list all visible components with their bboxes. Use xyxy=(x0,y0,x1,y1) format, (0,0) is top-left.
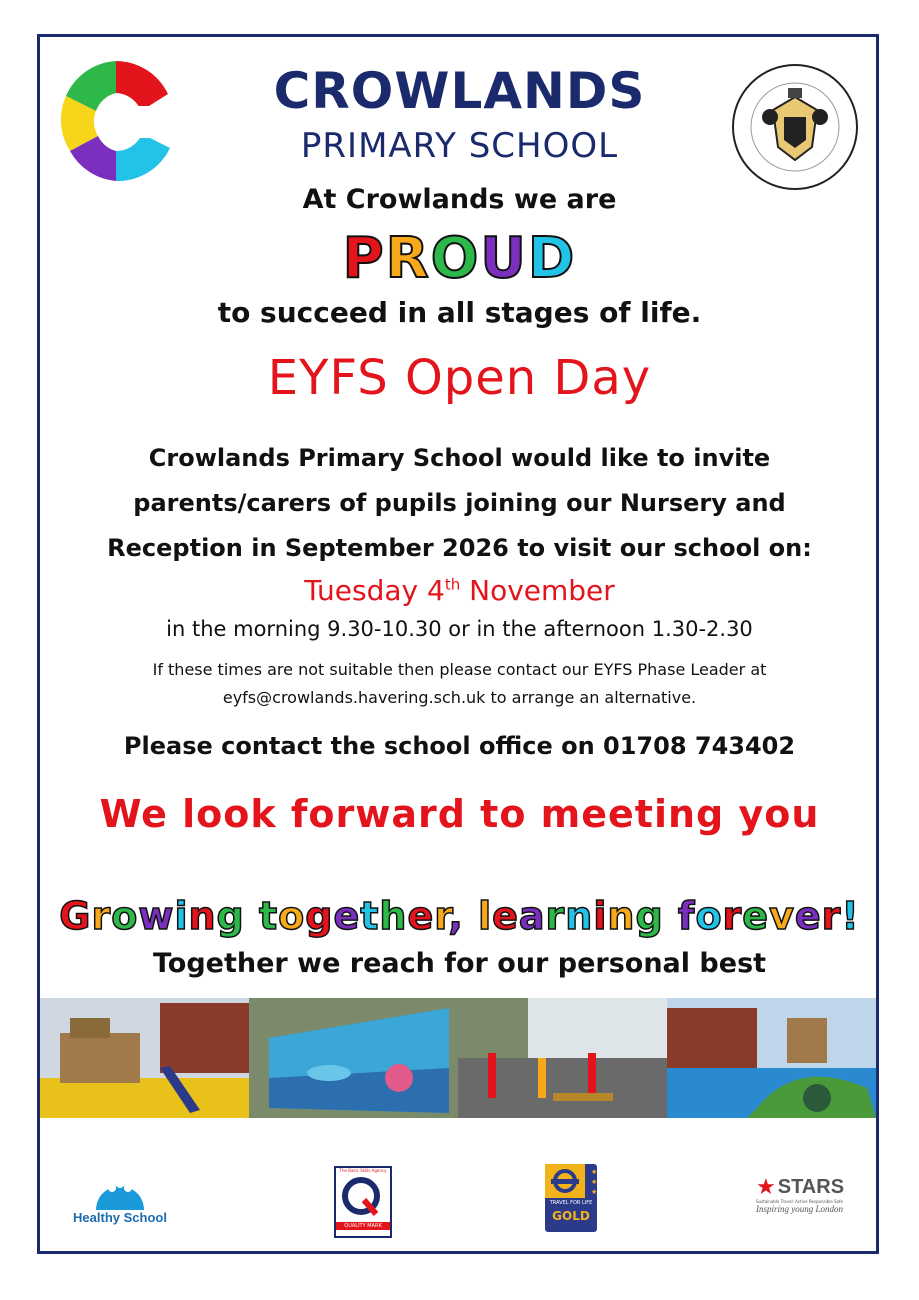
quality-mark-top: The Basic Skills Agency xyxy=(339,1168,387,1173)
motto-letter: e xyxy=(492,894,519,938)
photo-mural-wall xyxy=(249,998,458,1118)
motto-letter: i xyxy=(593,894,608,938)
school-type: PRIMARY SCHOOL xyxy=(300,126,619,166)
event-times: in the morning 9.30-10.30 or in the afternoon 1.30-2.30 xyxy=(166,617,753,641)
motto-letter: n xyxy=(607,894,636,938)
svg-text:★: ★ xyxy=(591,1168,597,1176)
motto-letter: l xyxy=(478,894,493,938)
invite-line: Crowlands Primary School would like to invite xyxy=(148,444,771,472)
quality-q-icon xyxy=(336,1174,386,1222)
stars-tag: Inspiring young London xyxy=(756,1204,844,1214)
quality-mark-bottom: QUALITY MARK xyxy=(336,1222,390,1230)
photo-soft-play-area xyxy=(667,998,876,1118)
motto-letter: o xyxy=(278,894,306,938)
invite-text xyxy=(0,436,919,571)
motto-letter: a xyxy=(518,894,546,938)
motto-letter: o xyxy=(111,894,139,938)
photo-playground-climbing-frame xyxy=(40,998,249,1118)
proud-letter: D xyxy=(527,226,577,291)
stars-sub: Sustainable Travel: Active Responsible Safe xyxy=(756,1199,843,1204)
proud-letter: P xyxy=(342,226,386,291)
stars-title: STARS xyxy=(777,1176,845,1198)
motto-letter: r xyxy=(545,894,566,938)
motto-letter: r xyxy=(91,894,112,938)
motto-letter: r xyxy=(821,894,842,938)
tfl-roundel-icon xyxy=(545,1164,597,1198)
tagline-pre: At Crowlands we are xyxy=(302,184,617,215)
proud-letter: O xyxy=(430,226,481,291)
date-suffix: th xyxy=(444,575,461,594)
invite-line: parents/carers of pupils joining our Nursery and xyxy=(133,489,786,517)
motto xyxy=(0,894,919,938)
healthy-school-icon xyxy=(90,1172,150,1210)
healthy-school-label: Healthy School xyxy=(73,1210,167,1225)
motto-letter: r xyxy=(722,894,743,938)
contact-line: Please contact the school office on 01708 743402 xyxy=(123,732,796,760)
invite-line: Reception in September 2026 to visit our school on: xyxy=(107,534,812,562)
motto-letter: , xyxy=(448,894,464,938)
proud-letter: R xyxy=(385,226,431,291)
motto-letter: v xyxy=(769,894,795,938)
motto-letter: G xyxy=(59,894,92,938)
motto-letter: r xyxy=(434,894,449,938)
motto-letter: t xyxy=(258,894,279,938)
motto-letter: o xyxy=(695,894,723,938)
svg-text:★: ★ xyxy=(591,1178,597,1186)
motto-letter: i xyxy=(174,894,189,938)
motto-letter: e xyxy=(742,894,770,938)
note-line: eyfs@crowlands.havering.sch.uk to arrange an alternative. xyxy=(222,688,697,707)
travel-small-label: TRAVEL FOR LIFE xyxy=(549,1200,593,1206)
school-name: CROWLANDS xyxy=(273,62,646,120)
note-line: If these times are not suitable then please contact our EYFS Phase Leader at xyxy=(152,660,767,679)
accreditation-badges xyxy=(40,1150,876,1240)
motto-letter: h xyxy=(379,894,408,938)
motto-letter: f xyxy=(677,894,696,938)
healthy-school-badge xyxy=(70,1172,170,1232)
motto-letter: t xyxy=(360,894,380,938)
travel-gold-label: GOLD xyxy=(552,1209,590,1223)
motto-letter: e xyxy=(794,894,822,938)
closing-line: We look forward to meeting you xyxy=(99,792,820,836)
motto-letter: g xyxy=(635,894,664,938)
alternative-note xyxy=(0,656,919,712)
motto-letter xyxy=(245,894,259,938)
motto-letter: n xyxy=(565,894,594,938)
motto-subline: Together we reach for our personal best xyxy=(152,948,767,979)
photo-outdoor-gym xyxy=(458,998,667,1118)
date-month: November xyxy=(460,574,615,607)
motto-letter: e xyxy=(333,894,361,938)
svg-text:★: ★ xyxy=(591,1188,597,1196)
motto-letter: n xyxy=(188,894,217,938)
motto-letter: e xyxy=(407,894,435,938)
date-day: Tuesday 4 xyxy=(304,574,445,607)
event-title: EYFS Open Day xyxy=(267,350,652,406)
motto-letter: g xyxy=(216,894,245,938)
photo-strip xyxy=(40,998,876,1118)
travel-gold-badge xyxy=(545,1164,597,1232)
motto-letter: g xyxy=(305,894,334,938)
proud-letter: U xyxy=(480,226,528,291)
proud-word xyxy=(0,226,919,291)
motto-letter: ! xyxy=(841,894,860,938)
stars-icon: ★ xyxy=(756,1174,776,1200)
event-date xyxy=(0,574,919,607)
stars-badge xyxy=(756,1176,866,1226)
tagline-post: to succeed in all stages of life. xyxy=(217,296,702,329)
motto-letter xyxy=(464,894,478,938)
motto-letter xyxy=(664,894,678,938)
quality-mark-badge xyxy=(334,1166,392,1238)
motto-letter: w xyxy=(138,894,175,938)
